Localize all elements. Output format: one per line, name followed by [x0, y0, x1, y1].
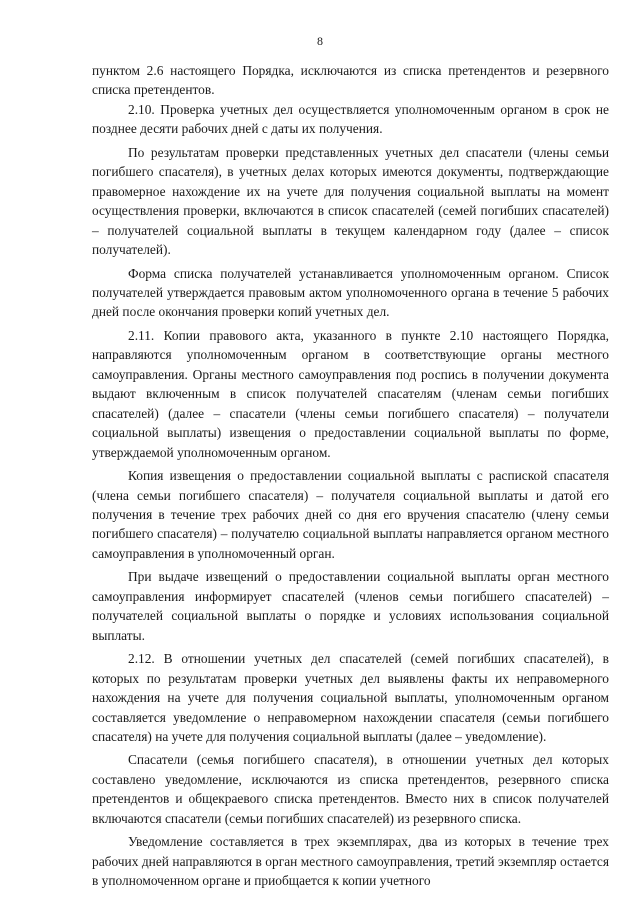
page-number: 8 [317, 34, 323, 48]
paragraph: При выдаче извещений о предоставлении социальной выплаты орган местного самоуправления информирует спасателей (членов семьи погибшего спасателей) – получателей социальной выплаты о порядке и условиях использования социальной выплаты. [92, 569, 609, 643]
paragraph: 2.11. Копии правового акта, указанного в пункте 2.10 настоящего Порядка, направляются уполномоченным органом в соответствующие органы местного самоуправления. Органы местного самоуправления под роспись в получении документа выдают включенным в список получателей спасателям (членам семьи погибших спасателей) (далее – спасатели (члены семьи погибшего спасателя) – получатели социальной выплаты) извещения о предоставлении социальной выплаты по форме, утверждаемой уполномоченным органом. [92, 327, 609, 460]
paragraph: По результатам проверки представленных учетных дел спасатели (члены семьи погибшего спасателя), в учетных делах которых имеются документы, подтверждающие правомерное нахождение их на учете для получения социальной выплаты на момент осуществления проверки, включаются в список спасателей (семей погибших спасателей) – получателей социальной выплаты в текущем календарном году (далее – список получателей). [92, 144, 609, 258]
paragraph: пунктом 2.6 настоящего Порядка, исключаются из списка претендентов и резервного списка претендентов. [92, 63, 609, 98]
paragraph: 2.12. В отношении учетных дел спасателей (семей погибших спасателей), в которых по результатам проверки учетных дел выявлены факты их неправомерного нахождения на учете для получения социальной выплаты, уполномоченным органом составляется уведомление о неправомерном нахождении спасателя (семьи погибшего спасателя) на учете для получения социальной выплаты (далее – уведомление). [92, 651, 609, 744]
document-body [92, 61, 609, 891]
paragraph: 2.10. Проверка учетных дел осуществляется уполномоченным органом в срок не позднее десяти рабочих дней с даты их получения. [92, 101, 609, 137]
paragraph: Уведомление составляется в трех экземплярах, два из которых в течение трех рабочих дней направляются в орган местного самоуправления, третий экземпляр остается в уполномоченном органе и приобщается к копии учетного [92, 834, 609, 889]
paragraph: Форма списка получателей устанавливается уполномоченным органом. Список получателей утверждается правовым актом уполномоченного органа в течение 5 рабочих дней после окончания проверки копий учетных дел. [92, 265, 609, 320]
paragraph: Копия извещения о предоставлении социальной выплаты с распиской спасателя (члена семьи погибшего спасателя) – получателя социальной выплаты и датой его получения в течение трех рабочих дней со дня его вручения спасателю (члену семьи погибшего спасателя) – получателю социальной выплаты направляется органом местного самоуправления в уполномоченный орган. [92, 468, 609, 561]
paragraph: Спасатели (семья погибшего спасателя), в отношении учетных дел которых составлено уведомление, исключаются из списка претендентов, резервного списка претендентов и общекраевого списка претендентов. Вместо них в список получателей включаются спасатели (семьи погибших спасателей) из резервного списка. [92, 752, 609, 826]
